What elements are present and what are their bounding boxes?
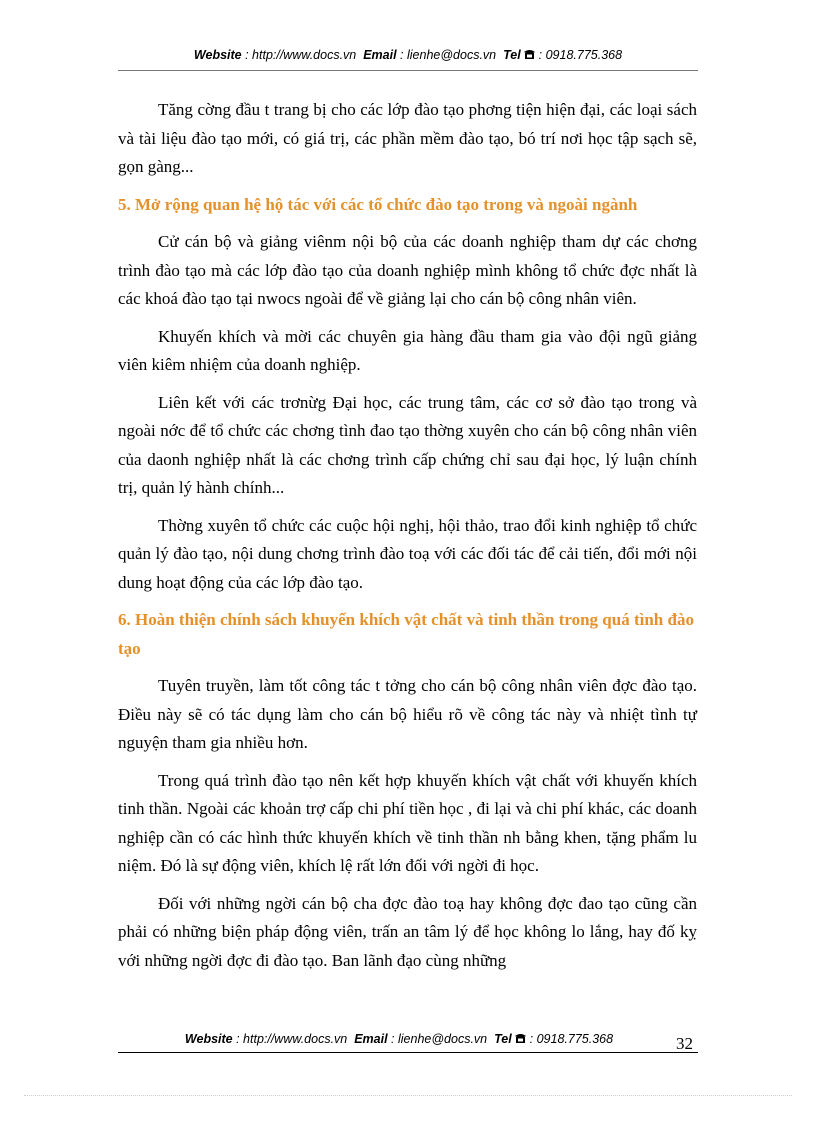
document-body xyxy=(118,96,697,975)
section-heading-5: 5. Mở rộng quan hệ hộ tác với các tổ chức đào tạo trong và ngoài ngành xyxy=(118,194,638,214)
paragraph-5: Thờng xuyên tổ chức các cuộc hội nghị, hội thảo, trao đổi kinh nghiệp tổ chức quản lý đào tạo, nội dung chơng trình đào toạ với các đối tác để cải tiến, đổi mới nội dung hoạt động của các lớp đào tạo. xyxy=(118,515,697,592)
header-tel-value: : 0918.775.368 xyxy=(535,48,623,62)
phone-icon xyxy=(515,1032,526,1046)
paragraph-2: Cử cán bộ và giảng viênm nội bộ của các doanh nghiệp tham dự các chơng trình đào tạo mà các lớp đào tạo của doanh nghiệp mình không tổ chức đợc nhất là các khoá đào tạo tại nwocs ngoài để về giảng lại cho cán bộ công nhân viên. xyxy=(118,232,697,308)
paragraph-6: Tuyên truyền, làm tốt công tác t tởng cho cán bộ công nhân viên đợc đào tạo. Điều này sẽ có tác dụng làm cho cán bộ hiểu rõ về công tác này và nhiệt tình tự nguyện tham gia nhiều hơn. xyxy=(118,676,697,752)
header-website-link[interactable]: : http://www.docs.vn xyxy=(241,48,360,62)
phone-icon xyxy=(524,48,535,62)
paragraph-7: Trong quá trình đào tạo nên kết hợp khuyến khích vật chất với khuyến khích tinh thần. Ngoài các khoản trợ cấp chi phí tiền học , đi lại và chi phí khác, các doanh nghiệp cần có các hình thức khuyến khích về tinh thần nh bằng khen, tặng phẩm lu niệm. Đó là sự động viên, khích lệ rất lớn đối với ngời đi học. xyxy=(118,770,697,875)
section-heading-6: 6. Hoàn thiện chính sách khuyến khích vật chất và tinh thần trong quá tình đào tạo xyxy=(118,610,694,658)
paragraph-8: Đối với những ngời cán bộ cha đợc đào toạ hay không đợc đao tạo cũng cần phải có những biện pháp động viên, trấn an tâm lý để học không lo lắng, hay đố kỵ với những ngời đợc đi đào tạo. Ban lãnh đạo cùng những xyxy=(118,893,697,970)
footer-email-link[interactable]: : lienhe@docs.vn xyxy=(387,1032,491,1046)
page-header xyxy=(118,48,698,62)
header-email-label: Email xyxy=(363,48,397,62)
footer-email-label: Email xyxy=(354,1032,388,1046)
paragraph-4: Liên kết với các trơnừg Đại học, các trung tâm, các cơ sở đào tạo trong và ngoài nớc để tổ chức các chơng tình đao tạo thờng xuyên cho cán bộ công nhân viên của daonh nghiệp nhất là các chơng trình cấp chứng chỉ sau đại học, lý luận chính trị, quản lý hành chính... xyxy=(118,392,697,497)
header-website-label: Website xyxy=(193,48,242,62)
header-email-link[interactable]: : lienhe@docs.vn xyxy=(396,48,500,62)
paragraph-1: Tăng cờng đầu t trang bị cho các lớp đào tạo phơng tiện hiện đại, các loại sách và tài liệu đào tạo mới, có giá trị, các phần mềm đào tạo, bó trí nơi học tập sạch sẽ, gọn gàng... xyxy=(118,100,697,176)
footer-tel-value: : 0918.775.368 xyxy=(526,1032,614,1046)
footer-website-label: Website xyxy=(184,1032,233,1046)
paragraph-3: Khuyến khích và mời các chuyên gia hàng đầu tham gia vào đội ngũ giảng viên kiêm nhiệm của doanh nghiệp. xyxy=(118,326,697,374)
header-tel-label: Tel xyxy=(503,48,521,62)
header-rule xyxy=(118,70,698,71)
page-footer xyxy=(118,1032,680,1046)
footer-tel-label: Tel xyxy=(494,1032,512,1046)
page-divider xyxy=(24,1095,792,1096)
page-number: 32 xyxy=(676,1034,693,1053)
footer-website-link[interactable]: : http://www.docs.vn xyxy=(232,1032,351,1046)
footer-rule xyxy=(118,1052,698,1053)
